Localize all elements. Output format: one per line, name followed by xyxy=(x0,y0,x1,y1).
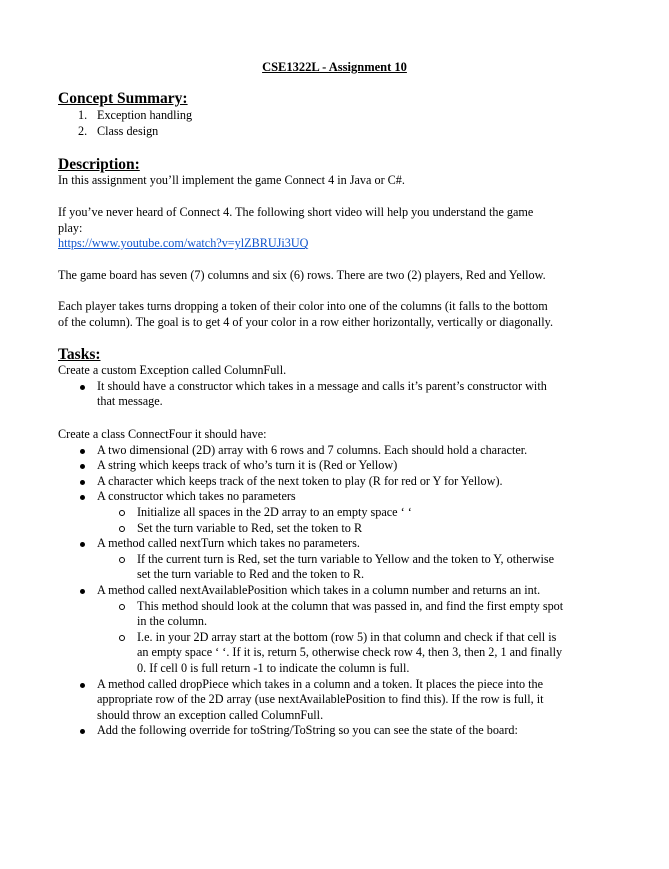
list-item xyxy=(58,458,618,474)
text-line: 0. If cell 0 is full return -1 to indicate the column is full. xyxy=(137,660,410,675)
rules-paragraph xyxy=(58,299,618,330)
text-line: If you’ve never heard of Connect 4. The following short video will help you understand the game xyxy=(58,205,534,219)
requirements-list xyxy=(58,443,618,739)
sub-list-item xyxy=(97,599,618,630)
list-item xyxy=(58,536,618,583)
list-item xyxy=(58,677,618,724)
concept-item-text: Class design xyxy=(97,123,159,138)
sub-list xyxy=(97,599,618,677)
tasks-section xyxy=(58,346,618,410)
class-requirements xyxy=(58,427,618,739)
description-paragraph: In this assignment you’ll implement the game Connect 4 in Java or C#. xyxy=(58,173,405,187)
list-item xyxy=(58,583,618,677)
concept-item-number: 1. xyxy=(78,108,88,122)
circle-bullet-icon xyxy=(119,526,125,532)
board-paragraph xyxy=(58,268,618,284)
description-heading: Description: xyxy=(58,156,140,173)
bullet-icon xyxy=(80,683,85,688)
sub-list xyxy=(97,552,618,583)
concept-list xyxy=(58,108,618,139)
sub-list-item xyxy=(97,521,618,537)
list-item-text: A constructor which takes no parameters xyxy=(97,489,296,504)
list-item-text: A method called nextTurn which takes no parameters. xyxy=(97,536,360,551)
text-line: should throw an exception called ColumnFull. xyxy=(97,707,324,722)
bullet-icon xyxy=(80,495,85,500)
video-link[interactable]: https://www.youtube.com/watch?v=ylZBRUJi3UQ xyxy=(58,236,309,251)
exception-list xyxy=(58,379,618,410)
text-line: appropriate row of the 2D array (use nextAvailablePosition to find this). If the row is full, it xyxy=(97,692,544,707)
concept-item xyxy=(58,108,618,124)
text-line: A method called dropPiece which takes in a column and a token. It places the piece into the xyxy=(97,676,544,691)
text-line: of the column). The goal is to get 4 of your color in a row either horizontally, vertically or diagonally. xyxy=(58,314,554,329)
text-line: that message. xyxy=(97,394,163,409)
concept-summary-heading: Concept Summary: xyxy=(58,90,188,107)
text-line: Create a custom Exception called ColumnFull. xyxy=(58,363,287,377)
circle-bullet-icon xyxy=(119,510,125,516)
bullet-icon xyxy=(80,480,85,485)
description-section xyxy=(58,156,618,189)
text-line: If the current turn is Red, set the turn variable to Yellow and the token to Y, otherwise xyxy=(137,551,554,566)
sub-list-item xyxy=(97,552,618,583)
sub-list xyxy=(97,505,618,536)
list-item xyxy=(58,723,618,739)
text-line: Create a class ConnectFour it should have: xyxy=(58,427,267,441)
list-item xyxy=(58,379,618,410)
list-item-text: Initialize all spaces in the 2D array to an empty space ‘ ‘ xyxy=(137,504,412,519)
bullet-icon xyxy=(80,589,85,594)
text-line: an empty space ‘ ‘. If it is, return 5, otherwise check row 4, then 3, then 2, 1 and finally xyxy=(137,645,563,660)
circle-bullet-icon xyxy=(119,604,125,610)
bullet-icon xyxy=(80,464,85,469)
bullet-icon xyxy=(80,542,85,547)
circle-bullet-icon xyxy=(119,557,125,563)
list-item-text: A method called nextAvailablePosition which takes in a column number and returns an int. xyxy=(97,582,541,597)
bullet-icon xyxy=(80,385,85,390)
text-line: play: xyxy=(58,220,83,235)
text-line: in the column. xyxy=(137,614,208,629)
list-item-text: Add the following override for toString/ToString so you can see the state of the board: xyxy=(97,723,518,738)
list-item xyxy=(58,443,618,459)
sub-list-item xyxy=(97,630,618,677)
text-line: This method should look at the column that was passed in, and find the first empty spot xyxy=(137,598,564,613)
circle-bullet-icon xyxy=(119,635,125,641)
concept-item-number: 2. xyxy=(78,123,88,138)
list-item xyxy=(58,474,618,490)
concept-item-text: Exception handling xyxy=(97,108,193,122)
list-item-text: Set the turn variable to Red, set the token to R xyxy=(137,520,363,535)
tasks-heading: Tasks: xyxy=(58,346,101,363)
list-item xyxy=(58,489,618,536)
list-item-text: A two dimensional (2D) array with 6 rows and 7 columns. Each should hold a character. xyxy=(97,442,528,457)
page-title: CSE1322L - Assignment 10 xyxy=(262,60,407,74)
concept-summary-section xyxy=(58,90,618,139)
video-paragraph xyxy=(58,205,618,252)
text-line: It should have a constructor which takes in a message and calls it’s parent’s constructor with xyxy=(97,378,547,393)
sub-list-item xyxy=(97,505,618,521)
text-line: I.e. in your 2D array start at the bottom (row 5) in that column and check if that cell is xyxy=(137,629,557,644)
list-item-text: A character which keeps track of the next token to play (R for red or Y for Yellow). xyxy=(97,473,503,488)
text-line: The game board has seven (7) columns and six (6) rows. There are two (2) players, Red and Yellow. xyxy=(58,268,546,282)
list-item-text: A string which keeps track of who’s turn it is (Red or Yellow) xyxy=(97,458,398,473)
text-line: set the turn variable to Red and the token to R. xyxy=(137,567,365,582)
bullet-icon xyxy=(80,449,85,454)
text-line: Each player takes turns dropping a token of their color into one of the columns (it falls to the bottom xyxy=(58,299,548,313)
concept-item xyxy=(58,124,618,140)
bullet-icon xyxy=(80,729,85,734)
